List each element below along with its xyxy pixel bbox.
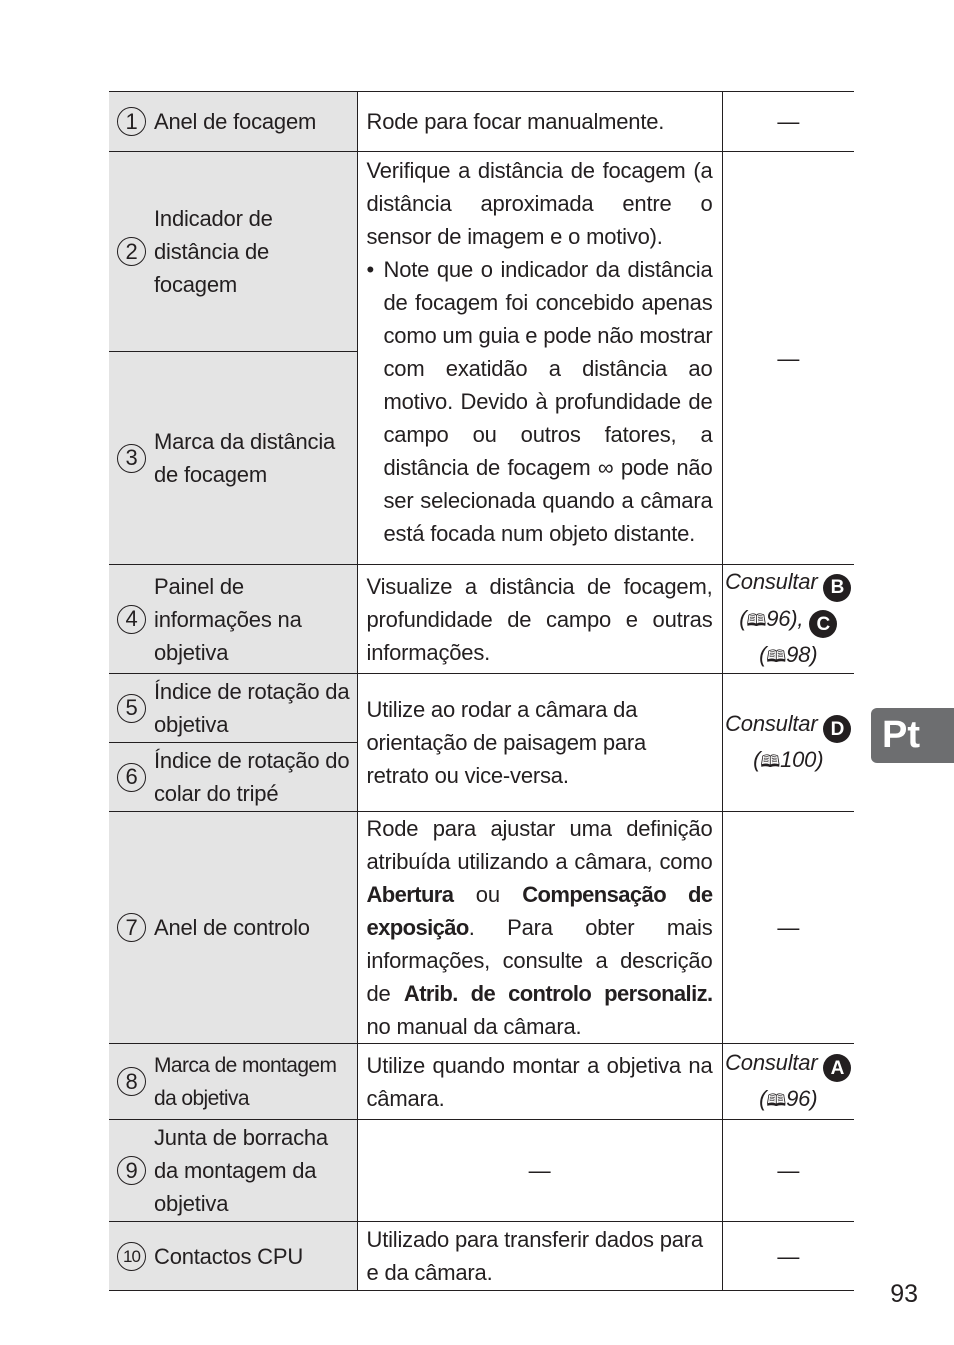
book-icon: 🕮 (760, 752, 781, 772)
part-number: 4 (117, 605, 146, 634)
consult-label: Consultar (725, 569, 818, 594)
dash: — (777, 345, 800, 371)
part-cell (109, 352, 357, 565)
table-row (109, 812, 854, 1044)
book-icon: 🕮 (766, 647, 787, 666)
menu-item-custom-control: Atrib. de controlo personaliz. (403, 981, 713, 1006)
menu-item-aperture: Abertura (366, 882, 454, 907)
table-row (109, 152, 854, 352)
reference-cell: Consultar B (🕮96), C (🕮98) (722, 565, 854, 674)
reference-cell (722, 1120, 854, 1222)
part-name: Junta de borracha da montagem da objetiva (154, 1125, 328, 1216)
part-name: Painel de informações na objetiva (154, 573, 302, 665)
part-description: Utilizado para transferir dados para e da câmara. (357, 1222, 722, 1291)
part-description (357, 812, 722, 1044)
part-number: 1 (117, 107, 146, 136)
table-row (109, 1222, 854, 1291)
book-icon: 🕮 (746, 610, 767, 630)
section-a-icon: A (823, 1054, 851, 1082)
description-text: . Para obter mais informações, consulte a descrição de (366, 915, 713, 1006)
table-row (109, 1120, 854, 1222)
note-text: Note que o indicador da distância de focagem foi concebido apenas como um guia e pode não mostrar com exatidão a distância ao motivo. Devido à profundidade de campo ou outros fatores, a distância de focagem ∞ pode não ser selecionada quando a câmara está focada num objeto distante. (383, 257, 713, 546)
part-number: 6 (117, 763, 146, 792)
book-icon: 🕮 (766, 1091, 787, 1111)
page-number: 93 (890, 1280, 918, 1308)
table-row (109, 1044, 854, 1120)
part-cell (109, 743, 357, 812)
dash: — (528, 1158, 551, 1183)
table-row (109, 92, 854, 152)
part-cell (109, 1120, 357, 1222)
part-number: 10 (117, 1242, 146, 1271)
section-c-icon: C (809, 610, 837, 638)
dash: — (777, 915, 800, 940)
part-number: 7 (117, 913, 146, 942)
consult-label: Consultar (725, 710, 818, 736)
section-b-icon: B (823, 574, 851, 602)
part-cell (109, 812, 357, 1044)
language-tab: Pt (871, 708, 954, 763)
part-cell (109, 92, 357, 152)
part-number: 5 (117, 694, 146, 723)
part-number: 8 (117, 1067, 146, 1096)
description-text: Verifique a distância de focagem (a distância aproximada entre o sensor de imagem e o motivo). (366, 158, 713, 249)
dash: — (777, 1243, 800, 1269)
part-number: 9 (117, 1156, 146, 1185)
part-number: 2 (117, 237, 146, 266)
page-ref: 96 (786, 1086, 811, 1112)
page-ref: 100 (780, 747, 817, 773)
part-cell (109, 1222, 357, 1291)
consult-label: Consultar (725, 1049, 818, 1075)
part-name: Contactos CPU (154, 1243, 304, 1269)
description-text: Rode para ajustar uma definição atribuída utilizando a câmara, como (366, 816, 713, 874)
part-name: Índice de rotação da objetiva (154, 679, 350, 737)
part-description (357, 1120, 722, 1222)
page-ref: 96 (766, 605, 791, 631)
lens-parts-table (109, 91, 854, 1291)
part-name: Anel de controlo (154, 915, 310, 940)
table-row (109, 674, 854, 743)
part-description: Utilize quando montar a objetiva na câmara. (357, 1044, 722, 1120)
description-text: ou (475, 882, 500, 907)
part-name: Marca da distância de focagem (154, 429, 336, 487)
page-ref: 98 (786, 642, 811, 667)
part-description (357, 152, 722, 565)
part-description: Rode para focar manualmente. (357, 92, 722, 152)
part-cell (109, 1044, 357, 1120)
reference-cell (722, 812, 854, 1044)
part-name: Anel de focagem (154, 109, 317, 134)
part-name: Índice de rotação do colar do tripé (154, 748, 350, 806)
section-d-icon: D (823, 715, 851, 743)
part-number: 3 (117, 444, 146, 473)
part-cell (109, 565, 357, 674)
part-name: Marca de montagem da objetiva (154, 1053, 337, 1110)
menu-item-exposure-compensation: Compensação de exposição (366, 882, 713, 940)
reference-cell: Consultar A (🕮96) (722, 1044, 854, 1120)
part-cell (109, 674, 357, 743)
description-text: no manual da câmara. (366, 1014, 582, 1039)
part-cell (109, 152, 357, 352)
part-description: Utilize ao rodar a câmara da orientação de paisagem para retrato ou vice-versa. (357, 674, 722, 812)
reference-cell (722, 1222, 854, 1291)
part-name: Indicador de distância de focagem (154, 206, 273, 297)
reference-cell (722, 92, 854, 152)
table-row (109, 565, 854, 674)
reference-cell: Consultar D (🕮100) (722, 674, 854, 812)
dash: — (777, 1158, 800, 1183)
note-bullet: • Note que o indicador da distância de focagem foi concebido apenas como um guia e pode não mostrar com exatidão a distância ao motivo. Devido à profundidade de campo ou outros fatores, a distância de focagem ∞ pode não ser selecionada quando a câmara está focada num objeto distante. (367, 253, 713, 550)
dash: — (777, 109, 800, 134)
reference-cell (722, 152, 854, 565)
part-description: Visualize a distância de focagem, profundidade de campo e outras informações. (357, 565, 722, 674)
